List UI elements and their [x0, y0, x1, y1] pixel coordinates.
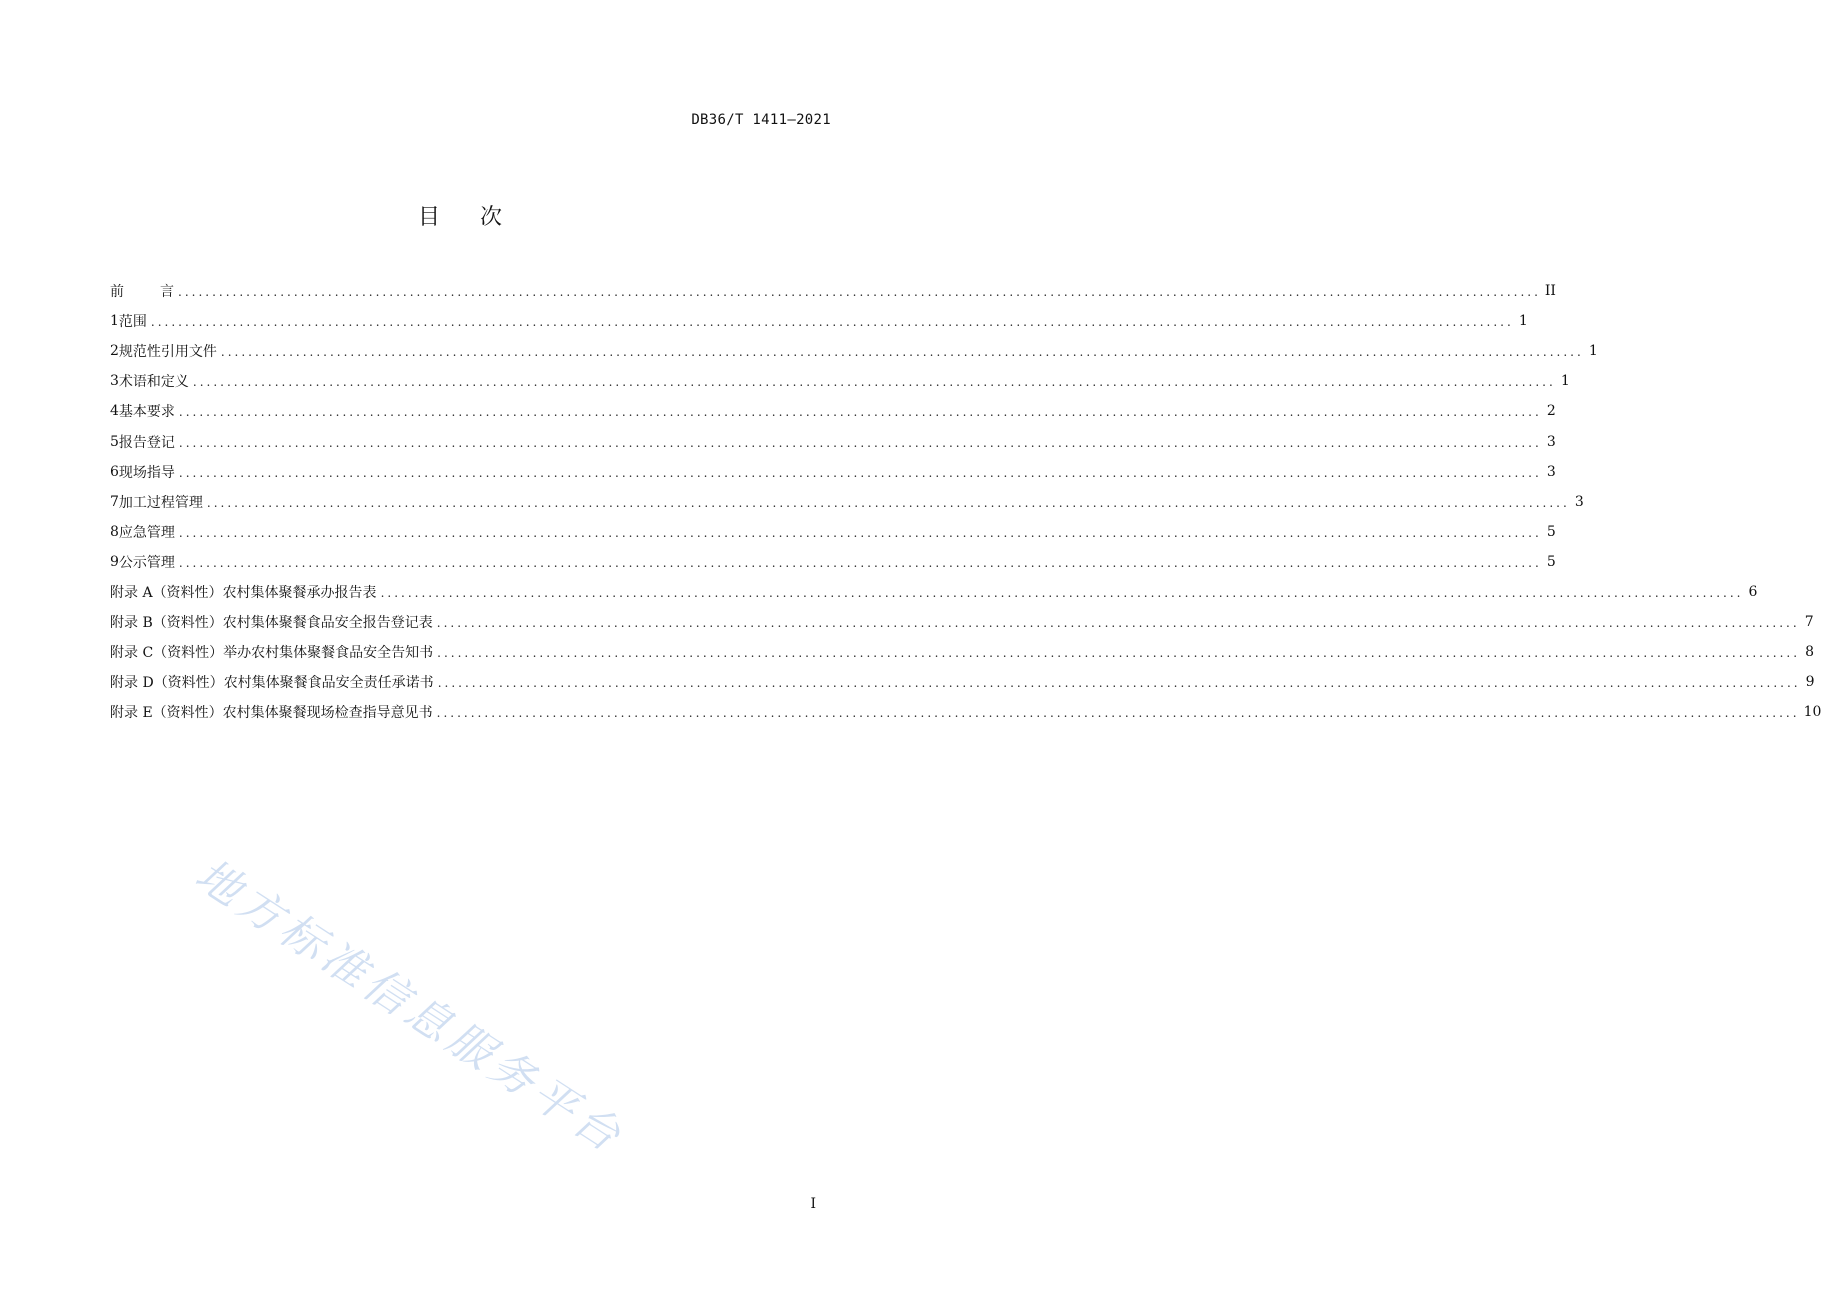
toc-annex-qualifier: （资料性）	[153, 675, 224, 692]
toc-leader-dots: ........................................................................................................................................................................................................	[220, 345, 1584, 360]
toc-annex-label: 举办农村集体聚餐食品安全告知书	[223, 645, 434, 662]
toc-annex-qualifier: （资料性）	[152, 615, 223, 632]
toc-entry[interactable]	[110, 547, 1556, 577]
toc-annex-label: 农村集体聚餐现场检查指导意见书	[222, 705, 433, 722]
toc-annex-number: 附录 C	[110, 645, 154, 662]
toc-section-number: 6	[110, 463, 119, 480]
toc-section-label: 术语和定义	[118, 374, 189, 391]
toc-foreword-part1: 前	[110, 284, 124, 301]
toc-section-number: 8	[110, 523, 119, 540]
toc-leader-dots: ........................................................................................................................................................................................................	[178, 405, 1542, 420]
toc-annex-number: 附录 E	[110, 705, 153, 722]
toc-leader-dots: ........................................................................................................................................................................................................	[178, 555, 1542, 570]
page-title-part1: 目	[417, 205, 440, 230]
footer-page-number: I	[810, 1196, 816, 1212]
toc-entry-annex[interactable]	[110, 667, 1815, 697]
toc-leader-dots: ........................................................................................................................................................................................................	[192, 375, 1556, 390]
toc-page-number: 2	[1546, 403, 1556, 420]
toc-page-number: 5	[1546, 553, 1556, 570]
toc-section-label: 报告登记	[118, 434, 175, 451]
toc-entry-annex[interactable]	[110, 607, 1814, 637]
toc-leader-dots: ........................................................................................................................................................................................................	[150, 315, 1514, 330]
toc-annex-label: 农村集体聚餐承办报告表	[222, 584, 377, 601]
toc-annex-qualifier: （资料性）	[153, 645, 224, 662]
toc-leader-dots: ........................................................................................................................................................................................................	[178, 435, 1542, 450]
toc-entry[interactable]	[110, 336, 1598, 366]
toc-page-number: 3	[1546, 463, 1556, 480]
toc-entry[interactable]	[110, 426, 1556, 456]
toc-section-number: 2	[110, 343, 119, 360]
toc-section-number: 4	[110, 403, 119, 420]
toc-section-number: 1	[110, 313, 119, 330]
toc-section-label: 应急管理	[118, 524, 175, 541]
toc-section-number: 7	[110, 493, 119, 510]
toc-entry-annex[interactable]	[110, 697, 1821, 727]
toc-section-label: 现场指导	[118, 464, 175, 481]
toc-annex-label: 农村集体聚餐食品安全报告登记表	[222, 615, 433, 632]
toc-section-label: 基本要求	[118, 404, 175, 421]
toc-foreword-label	[110, 281, 174, 301]
toc-entry[interactable]	[110, 396, 1556, 426]
toc-page-number: 1	[1560, 373, 1570, 390]
toc-section-label: 加工过程管理	[118, 494, 203, 511]
toc-section-number: 3	[110, 373, 119, 390]
toc-leader-dots: ........................................................................................................................................................................................................	[436, 706, 1800, 721]
page-title-part2: 次	[480, 205, 503, 230]
toc-leader-dots: ........................................................................................................................................................................................................	[178, 285, 1541, 300]
toc-page-number: 10	[1803, 704, 1821, 721]
toc-entry[interactable]	[110, 517, 1556, 547]
toc-entry[interactable]	[110, 306, 1528, 336]
toc-page-number: II	[1544, 283, 1556, 300]
toc-annex-qualifier: （资料性）	[152, 584, 223, 601]
toc-section-number: 9	[110, 553, 119, 570]
toc-entry-annex[interactable]	[110, 637, 1815, 667]
toc-section-label: 规范性引用文件	[118, 344, 217, 361]
toc-page-number: 7	[1804, 614, 1814, 631]
toc-annex-number: 附录 B	[110, 615, 153, 632]
toc-annex-number: 附录 A	[110, 584, 153, 601]
toc-leader-dots: ........................................................................................................................................................................................................	[436, 616, 1800, 631]
toc-section-label: 公示管理	[118, 554, 175, 571]
toc-page-number: 6	[1748, 583, 1758, 600]
toc-leader-dots: ........................................................................................................................................................................................................	[206, 495, 1570, 510]
toc-page-number: 3	[1574, 493, 1584, 510]
page-title	[0, 200, 920, 231]
toc-page-number: 8	[1805, 644, 1815, 661]
toc-foreword-part2: 言	[160, 284, 174, 301]
toc-leader-dots: ........................................................................................................................................................................................................	[437, 646, 1801, 661]
toc-entry-foreword[interactable]	[110, 276, 1556, 306]
toc-leader-dots: ........................................................................................................................................................................................................	[437, 676, 1801, 691]
toc-section-label: 范围	[118, 314, 147, 331]
toc-annex-qualifier: （资料性）	[152, 705, 223, 722]
toc-section-number: 5	[110, 433, 119, 450]
table-of-contents	[110, 276, 1821, 727]
toc-page-number: 1	[1588, 343, 1598, 360]
toc-page-number: 5	[1546, 523, 1556, 540]
watermark: 地方标准信息服务平台	[186, 849, 634, 1165]
toc-entry[interactable]	[110, 457, 1556, 487]
standard-code: DB36/T 1411—2021	[691, 112, 831, 128]
toc-entry-annex[interactable]	[110, 577, 1758, 607]
toc-annex-number: 附录 D	[110, 675, 154, 692]
toc-leader-dots: ........................................................................................................................................................................................................	[178, 465, 1542, 480]
toc-entry[interactable]	[110, 487, 1584, 517]
toc-page-number: 1	[1518, 313, 1528, 330]
toc-leader-dots: ........................................................................................................................................................................................................	[178, 525, 1542, 540]
toc-leader-dots: ........................................................................................................................................................................................................	[380, 585, 1744, 600]
toc-page-number: 3	[1546, 433, 1556, 450]
toc-page-number: 9	[1805, 674, 1815, 691]
toc-entry[interactable]	[110, 366, 1570, 396]
toc-annex-label: 农村集体聚餐食品安全责任承诺书	[223, 675, 434, 692]
